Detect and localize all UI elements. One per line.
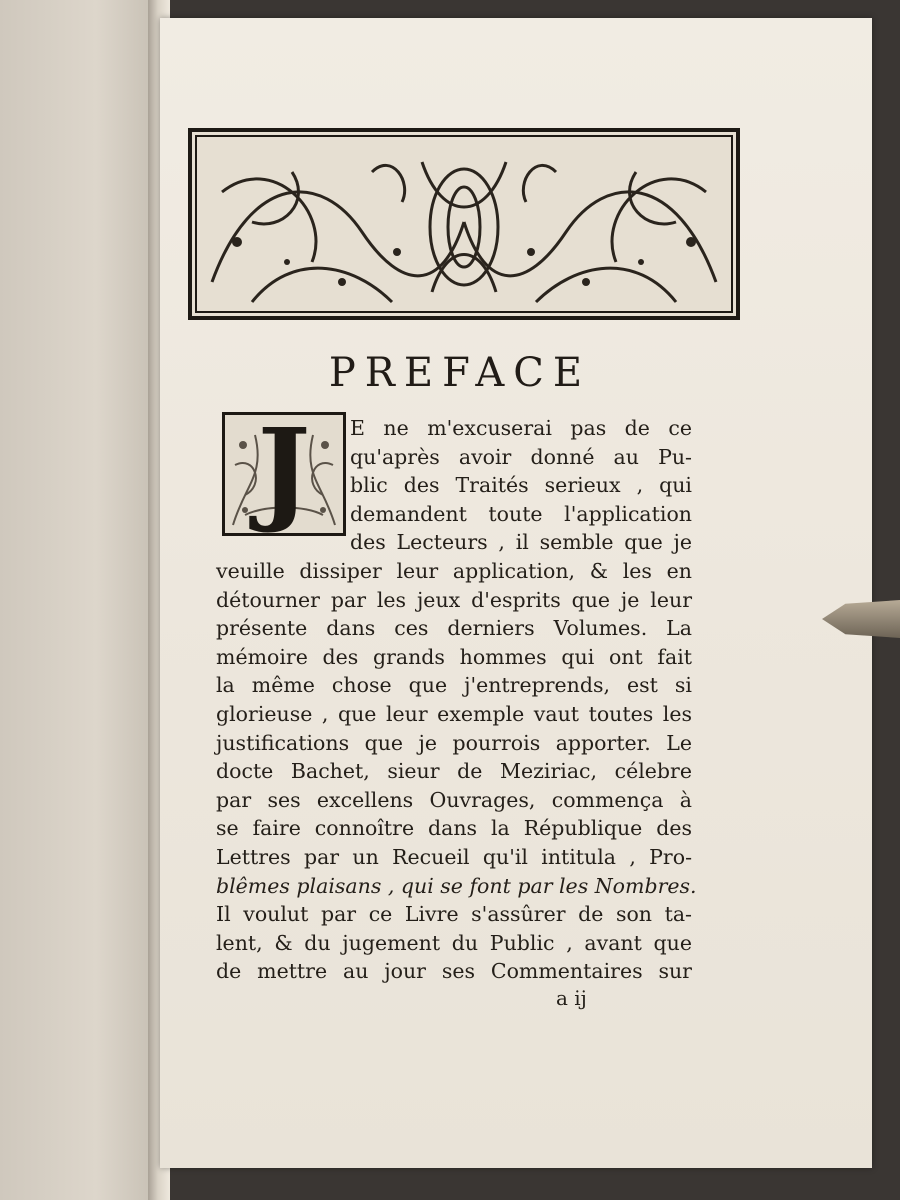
page-title: PREFACE [328, 350, 592, 396]
text-line: se faire connoître dans la République des [216, 816, 692, 841]
text-line: la même chose que j'entreprends, est si [216, 673, 692, 698]
text-line: justifications que je pourrois apporter. Le [216, 730, 692, 755]
signature-mark: a ij [556, 986, 587, 1010]
ornamental-headpiece [188, 128, 740, 320]
text-line-italic: blêmes plaisans , qui se font par les Nombres. [216, 873, 697, 898]
drop-cap-letter: J [257, 405, 311, 536]
text-line: Lettres par un Recueil qu'il intitula , Pro- [216, 844, 692, 869]
text-line: détourner par les jeux d'esprits que je leur [216, 587, 692, 612]
text-line: glorieuse , que leur exemple vaut toutes les [216, 701, 692, 726]
text-line: docte Bachet, sieur de Meziriac, célebre [216, 759, 692, 784]
text-line: de mettre au jour ses Commentaires sur [216, 959, 692, 984]
text-line: des Lecteurs , il semble que je [350, 530, 692, 555]
text-line: demandent toute l'application [350, 501, 692, 526]
text-line: présente dans ces derniers Volumes. La [216, 616, 692, 641]
text-line: mémoire des grands hommes qui ont fait [216, 644, 692, 669]
text-line: blic des Traités serieux , qui [350, 473, 692, 498]
text-line: veuille dissiper leur application, & les en [216, 558, 692, 583]
text-line: Il voulut par ce Livre s'assûrer de son ta- [216, 902, 692, 927]
left-page-edge [0, 0, 160, 1200]
text-line: lent, & du jugement du Public , avant que [216, 930, 692, 955]
text-line: par ses excellens Ouvrages, commença à [216, 787, 692, 812]
text-line: E ne m'excuserai pas de ce [350, 416, 692, 440]
text-line: qu'après avoir donné au Pu- [350, 444, 692, 469]
preface-text [216, 414, 697, 986]
